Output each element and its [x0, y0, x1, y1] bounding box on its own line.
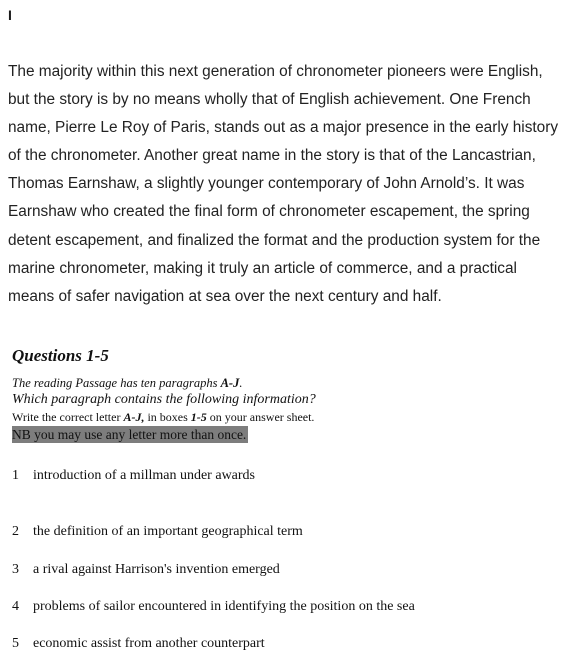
question-text: economic assist from another counterpart — [33, 636, 265, 651]
passage-line: name, Pierre Le Roy of Paris, stands out as a major presence in the early history — [8, 119, 559, 137]
passage-line: but the story is by no means wholly that of English achievement. One French — [8, 91, 531, 109]
question-text: problems of sailor encountered in identifying the position on the sea — [33, 599, 415, 614]
passage-line: means of safer navigation at sea over the next century and half. — [8, 287, 442, 305]
instruction-answer-sheet — [12, 409, 552, 425]
instruction-question: Which paragraph contains the following information? — [12, 392, 316, 407]
instruction-paragraph-count — [12, 375, 552, 391]
nb-highlighted-note: NB you may use any letter more than once. — [12, 427, 247, 442]
instruction-text: The reading Passage has ten paragraphs — [12, 376, 221, 390]
question-item — [12, 524, 303, 540]
question-number: 1 — [12, 468, 19, 483]
question-text: introduction of a millman under awards — [33, 468, 255, 483]
question-number: 4 — [12, 599, 19, 614]
questions-title: Questions 1-5 — [12, 346, 109, 365]
question-item — [12, 636, 265, 652]
question-text: a rival against Harrison's invention emerged — [33, 562, 280, 577]
question-number: 5 — [12, 636, 19, 651]
passage-text — [8, 58, 560, 311]
passage-line: detent escapement, and finalized the format and the production system for the — [8, 231, 541, 249]
instruction-letters: A-J — [220, 376, 240, 390]
instruction-text: on your answer sheet. — [206, 410, 315, 424]
instruction-letters: A-J, — [123, 410, 145, 424]
instruction-text: in boxes — [144, 410, 191, 424]
question-item — [12, 562, 280, 578]
question-item — [12, 468, 255, 484]
paragraph-label: I — [8, 7, 12, 23]
questions-instructions — [12, 345, 552, 444]
passage-line: Thomas Earnshaw, a slightly younger contemporary of John Arnold’s. It was — [8, 175, 525, 193]
passage-line: Earnshaw who created the final form of chronometer escapement, the spring — [8, 203, 530, 221]
question-number: 3 — [12, 562, 19, 577]
passage-line: The majority within this next generation of chronometer pioneers were English, — [8, 63, 543, 80]
instruction-text: . — [239, 376, 243, 390]
instruction-boxes: 1-5 — [190, 410, 207, 424]
instruction-text: Write the correct letter — [12, 410, 124, 424]
question-number: 2 — [12, 524, 19, 539]
passage-line: marine chronometer, making it truly an article of commerce, and a practical — [8, 259, 517, 277]
question-text: the definition of an important geographical term — [33, 524, 303, 539]
question-item — [12, 599, 415, 615]
passage-line: of the chronometer. Another great name in the story is that of the Lancastrian, — [8, 147, 536, 165]
